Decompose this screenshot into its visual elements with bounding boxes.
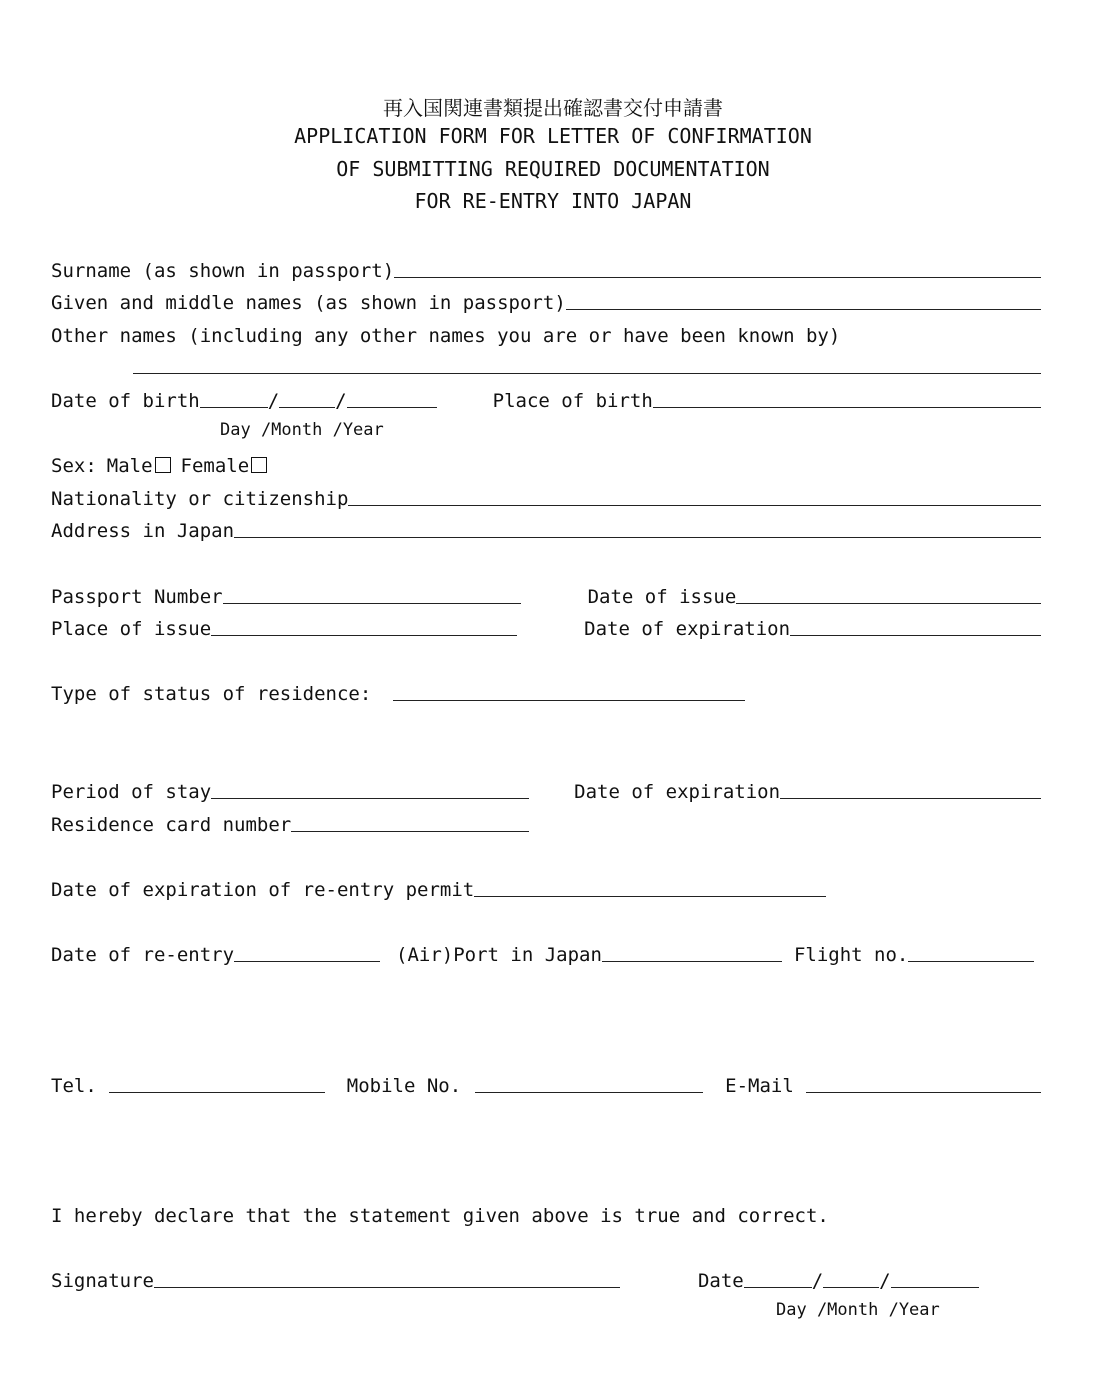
residence-card-label: Residence card number [51, 814, 292, 836]
date-hint: Day /Month /Year [776, 1300, 940, 1320]
tel-label: Tel. [51, 1075, 97, 1097]
date-of-birth-label: Date of birth [51, 390, 200, 412]
nationality-row [51, 484, 1041, 510]
signature-label: Signature [51, 1270, 154, 1292]
passport-number-label: Passport Number [51, 586, 223, 608]
passport-expiration-label: Date of expiration [584, 618, 791, 640]
contact-row [51, 1071, 1041, 1097]
sign-year-field[interactable] [891, 1269, 979, 1288]
airport-field[interactable] [602, 943, 782, 962]
title-line-1: APPLICATION FORM FOR LETTER OF CONFIRMATION [294, 124, 812, 148]
reentry-permit-field[interactable] [474, 878, 826, 897]
other-names-line-row [133, 352, 1041, 378]
given-names-row [51, 288, 1041, 314]
address-label: Address in Japan [51, 520, 235, 542]
other-names-field[interactable] [133, 355, 1041, 374]
surname-label: Surname (as shown in passport) [51, 260, 395, 282]
mobile-field[interactable] [475, 1074, 703, 1093]
airport-label: (Air)Port in Japan [396, 944, 602, 966]
birth-day-field[interactable] [200, 389, 268, 408]
birth-month-field[interactable] [279, 389, 335, 408]
stay-expiration-label: Date of expiration [574, 781, 781, 803]
date-separator: / [335, 390, 347, 412]
residence-card-row [51, 810, 1041, 836]
reentry-permit-row [51, 875, 1041, 901]
dob-hint: Day /Month /Year [220, 420, 384, 440]
other-names-row [51, 321, 1041, 347]
period-of-stay-field[interactable] [211, 780, 529, 799]
other-names-label: Other names (including any other names you are or have been known by) [51, 325, 841, 347]
flight-no-label: Flight no. [793, 944, 909, 966]
passport-row-2 [51, 614, 1041, 640]
date-of-reentry-field[interactable] [234, 943, 380, 962]
birth-row [51, 386, 1041, 412]
place-of-issue-field[interactable] [211, 617, 517, 636]
email-label: E-Mail [725, 1075, 794, 1097]
date-of-reentry-label: Date of re-entry [51, 944, 235, 966]
flight-no-field[interactable] [908, 943, 1034, 962]
title-line-3: FOR RE-ENTRY INTO JAPAN [414, 189, 692, 213]
signature-field[interactable] [154, 1269, 620, 1288]
period-of-stay-label: Period of stay [51, 781, 212, 803]
passport-number-field[interactable] [223, 585, 521, 604]
sign-month-field[interactable] [823, 1269, 879, 1288]
date-separator: / [811, 1270, 824, 1292]
place-of-birth-field[interactable] [653, 389, 1041, 408]
male-label: Male [106, 455, 153, 477]
declaration-text: I hereby declare that the statement given above is true and correct. [51, 1205, 829, 1227]
place-of-birth-label: Place of birth [492, 390, 653, 412]
declaration-row [51, 1201, 1041, 1227]
date-of-issue-label: Date of issue [587, 586, 737, 608]
surname-field[interactable] [394, 259, 1041, 278]
female-label: Female [180, 455, 250, 477]
surname-row [51, 256, 1041, 282]
reentry-permit-label: Date of expiration of re-entry permit [51, 879, 475, 901]
status-type-label: Type of status of residence: [51, 683, 372, 705]
passport-row [51, 582, 1041, 608]
stay-row [51, 777, 1041, 803]
given-names-field[interactable] [566, 291, 1041, 310]
place-of-issue-label: Place of issue [51, 618, 212, 640]
sex-label: Sex: [51, 455, 97, 477]
date-separator: / [267, 390, 280, 412]
sex-row [51, 451, 1041, 477]
date-of-issue-field[interactable] [736, 585, 1041, 604]
signature-row [51, 1266, 1041, 1292]
female-checkbox[interactable] [251, 457, 267, 473]
tel-field[interactable] [109, 1074, 325, 1093]
title-line-2: OF SUBMITTING REQUIRED DOCUMENTATION [336, 157, 770, 181]
status-type-field[interactable] [393, 682, 745, 701]
stay-expiration-field[interactable] [780, 780, 1041, 799]
address-row [51, 516, 1041, 542]
title-japanese: 再入国関連書類提出確認書交付申請書 [383, 96, 723, 120]
nationality-field[interactable] [348, 487, 1041, 506]
residence-card-field[interactable] [291, 813, 529, 832]
date-label: Date [697, 1270, 744, 1292]
address-field[interactable] [234, 519, 1041, 538]
mobile-label: Mobile No. [346, 1075, 462, 1097]
status-row [51, 679, 1041, 705]
nationality-label: Nationality or citizenship [51, 488, 349, 510]
email-field[interactable] [806, 1074, 1041, 1093]
passport-expiration-field[interactable] [790, 617, 1041, 636]
birth-year-field[interactable] [347, 389, 437, 408]
date-separator: / [879, 1270, 891, 1292]
sign-day-field[interactable] [744, 1269, 812, 1288]
male-checkbox[interactable] [155, 457, 171, 473]
given-names-label: Given and middle names (as shown in passport) [51, 292, 566, 314]
reentry-row [51, 940, 1041, 966]
